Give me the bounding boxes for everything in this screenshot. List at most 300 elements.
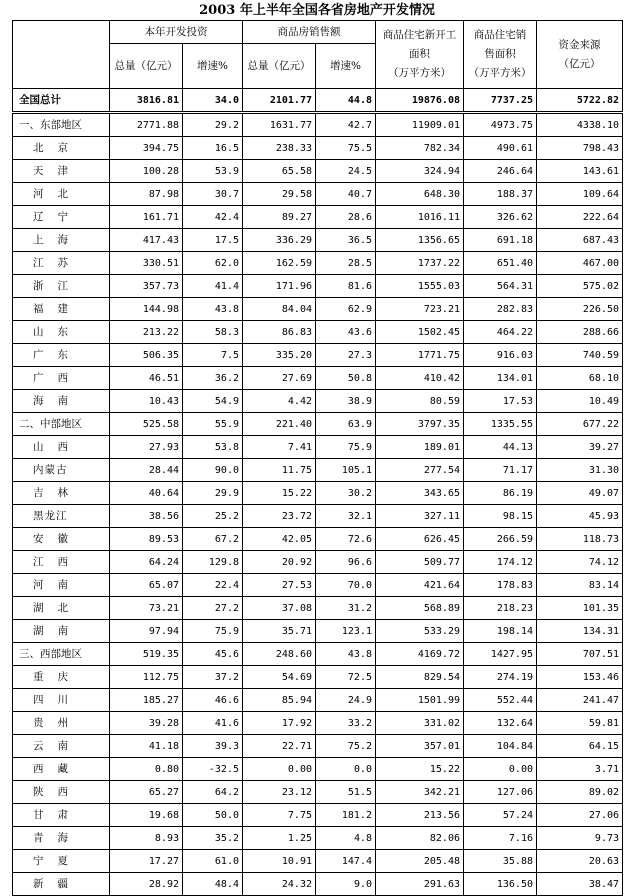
cell-investment-growth: 37.2 [183, 666, 243, 689]
header-investment: 本年开发投资 [110, 21, 243, 44]
cell-investment-growth: -32.5 [183, 758, 243, 781]
table-row [13, 344, 623, 367]
cell-new-starts: 15.22 [376, 758, 464, 781]
cell-investment-growth: 17.5 [183, 229, 243, 252]
cell-sales-growth: 40.7 [316, 183, 376, 206]
cell-sales-area: 326.62 [464, 206, 537, 229]
cell-name: 贵州 [13, 712, 110, 735]
cell-investment-total: 89.53 [110, 528, 183, 551]
cell-sales-area: 132.64 [464, 712, 537, 735]
cell-sales-growth: 72.5 [316, 666, 376, 689]
cell-new-starts: 277.54 [376, 459, 464, 482]
cell-sales-total: 89.27 [243, 206, 316, 229]
cell-sales-area: 188.37 [464, 183, 537, 206]
table-row [13, 689, 623, 712]
cell-investment-growth: 27.2 [183, 597, 243, 620]
cell-investment-growth: 46.6 [183, 689, 243, 712]
cell-name: 山西 [13, 436, 110, 459]
table-row [13, 804, 623, 827]
cell-name: 江西 [13, 551, 110, 574]
cell-sales-growth: 44.8 [316, 89, 376, 113]
cell-name: 黑龙江 [13, 505, 110, 528]
cell-sales-growth: 32.1 [316, 505, 376, 528]
table-row [13, 758, 623, 781]
cell-investment-growth: 41.6 [183, 712, 243, 735]
cell-investment-total: 525.58 [110, 413, 183, 436]
cell-sales-total: 54.69 [243, 666, 316, 689]
cell-sales-area: 691.18 [464, 229, 537, 252]
cell-sales-total: 335.20 [243, 344, 316, 367]
cell-name: 宁夏 [13, 850, 110, 873]
cell-name: 福建 [13, 298, 110, 321]
cell-funds: 39.27 [537, 436, 623, 459]
cell-sales-total: 11.75 [243, 459, 316, 482]
table-row [13, 735, 623, 758]
table-row [13, 390, 623, 413]
cell-sales-growth: 181.2 [316, 804, 376, 827]
cell-sales-area: 35.88 [464, 850, 537, 873]
cell-sales-total: 86.83 [243, 321, 316, 344]
table-row [13, 482, 623, 505]
cell-funds: 5722.82 [537, 89, 623, 113]
cell-investment-growth: 48.4 [183, 873, 243, 896]
cell-investment-total: 38.56 [110, 505, 183, 528]
cell-funds: 20.63 [537, 850, 623, 873]
header-sales-growth: 增速% [316, 44, 376, 89]
cell-investment-growth: 129.8 [183, 551, 243, 574]
cell-name: 西藏 [13, 758, 110, 781]
cell-investment-growth: 50.0 [183, 804, 243, 827]
cell-new-starts: 3797.35 [376, 413, 464, 436]
cell-investment-growth: 34.0 [183, 89, 243, 113]
cell-sales-area: 651.40 [464, 252, 537, 275]
cell-investment-growth: 53.8 [183, 436, 243, 459]
cell-sales-growth: 51.5 [316, 781, 376, 804]
cell-sales-area: 4973.75 [464, 113, 537, 137]
cell-sales-total: 29.58 [243, 183, 316, 206]
cell-new-starts: 82.06 [376, 827, 464, 850]
cell-investment-growth: 67.2 [183, 528, 243, 551]
cell-funds: 222.64 [537, 206, 623, 229]
cell-name: 甘肃 [13, 804, 110, 827]
cell-investment-growth: 62.0 [183, 252, 243, 275]
cell-investment-growth: 35.2 [183, 827, 243, 850]
cell-funds: 27.06 [537, 804, 623, 827]
cell-investment-total: 2771.88 [110, 113, 183, 137]
cell-sales-area: 134.01 [464, 367, 537, 390]
cell-investment-total: 28.92 [110, 873, 183, 896]
cell-sales-growth: 31.2 [316, 597, 376, 620]
cell-investment-total: 41.18 [110, 735, 183, 758]
cell-investment-total: 8.93 [110, 827, 183, 850]
cell-investment-growth: 29.2 [183, 113, 243, 137]
cell-name: 河南 [13, 574, 110, 597]
table-row [13, 413, 623, 436]
cell-new-starts: 1502.45 [376, 321, 464, 344]
cell-sales-total: 27.53 [243, 574, 316, 597]
cell-name: 河北 [13, 183, 110, 206]
cell-investment-total: 519.35 [110, 643, 183, 666]
table-row [13, 183, 623, 206]
cell-sales-area: 1335.55 [464, 413, 537, 436]
cell-funds: 740.59 [537, 344, 623, 367]
cell-new-starts: 213.56 [376, 804, 464, 827]
cell-sales-area: 1427.95 [464, 643, 537, 666]
cell-sales-total: 10.91 [243, 850, 316, 873]
cell-new-starts: 648.30 [376, 183, 464, 206]
header-sales-area-line2: 售面积 [484, 48, 516, 60]
cell-name: 广东 [13, 344, 110, 367]
cell-new-starts: 1771.75 [376, 344, 464, 367]
cell-sales-growth: 75.9 [316, 436, 376, 459]
cell-name: 辽宁 [13, 206, 110, 229]
cell-new-starts: 1555.03 [376, 275, 464, 298]
cell-sales-total: 20.92 [243, 551, 316, 574]
cell-investment-growth: 61.0 [183, 850, 243, 873]
cell-sales-growth: 38.9 [316, 390, 376, 413]
cell-sales-growth: 42.7 [316, 113, 376, 137]
header-sales-area-line3: （万平方米） [468, 67, 532, 79]
cell-investment-total: 417.43 [110, 229, 183, 252]
cell-sales-area: 198.14 [464, 620, 537, 643]
table-row [13, 321, 623, 344]
header-sales-total: 总量（亿元） [243, 44, 316, 89]
cell-funds: 64.15 [537, 735, 623, 758]
cell-sales-total: 23.72 [243, 505, 316, 528]
table-row [13, 275, 623, 298]
header-new-starts [376, 21, 464, 89]
cell-investment-growth: 53.9 [183, 160, 243, 183]
header-region [13, 21, 110, 89]
cell-sales-growth: 63.9 [316, 413, 376, 436]
table-row [13, 643, 623, 666]
cell-sales-growth: 81.6 [316, 275, 376, 298]
cell-funds: 109.64 [537, 183, 623, 206]
cell-investment-total: 506.35 [110, 344, 183, 367]
cell-new-starts: 723.21 [376, 298, 464, 321]
cell-new-starts: 19876.08 [376, 89, 464, 113]
cell-sales-growth: 72.6 [316, 528, 376, 551]
cell-new-starts: 327.11 [376, 505, 464, 528]
table-row [13, 873, 623, 896]
header-funds-line1: 资金来源 [558, 38, 601, 51]
cell-name: 上海 [13, 229, 110, 252]
table-title: 2003 年上半年全国各省房地产开发情况 [199, 3, 435, 18]
cell-sales-total: 1.25 [243, 827, 316, 850]
cell-sales-growth: 9.0 [316, 873, 376, 896]
cell-sales-area: 218.23 [464, 597, 537, 620]
cell-sales-area: 44.13 [464, 436, 537, 459]
cell-new-starts: 1501.99 [376, 689, 464, 712]
table-row [13, 781, 623, 804]
cell-funds: 153.46 [537, 666, 623, 689]
cell-funds: 9.73 [537, 827, 623, 850]
cell-name: 湖南 [13, 620, 110, 643]
cell-sales-area: 98.15 [464, 505, 537, 528]
cell-sales-growth: 123.1 [316, 620, 376, 643]
cell-sales-growth: 50.8 [316, 367, 376, 390]
cell-sales-total: 22.71 [243, 735, 316, 758]
cell-new-starts: 205.48 [376, 850, 464, 873]
cell-sales-total: 7.75 [243, 804, 316, 827]
cell-sales-area: 0.00 [464, 758, 537, 781]
cell-investment-growth: 43.8 [183, 298, 243, 321]
cell-investment-total: 357.73 [110, 275, 183, 298]
cell-new-starts: 189.01 [376, 436, 464, 459]
cell-sales-area: 552.44 [464, 689, 537, 712]
cell-funds: 38.47 [537, 873, 623, 896]
table-row [13, 367, 623, 390]
cell-funds: 226.50 [537, 298, 623, 321]
cell-funds: 89.02 [537, 781, 623, 804]
cell-name: 三、西部地区 [13, 643, 110, 666]
cell-sales-total: 65.58 [243, 160, 316, 183]
cell-investment-total: 19.68 [110, 804, 183, 827]
cell-investment-total: 185.27 [110, 689, 183, 712]
table-row [13, 206, 623, 229]
cell-sales-growth: 75.5 [316, 137, 376, 160]
cell-funds: 59.81 [537, 712, 623, 735]
cell-new-starts: 291.63 [376, 873, 464, 896]
cell-name: 湖北 [13, 597, 110, 620]
cell-funds: 83.14 [537, 574, 623, 597]
header-investment-total: 总量（亿元） [110, 44, 183, 89]
cell-new-starts: 421.64 [376, 574, 464, 597]
header-sales-area-line1: 商品住宅销 [473, 29, 527, 41]
cell-investment-growth: 41.4 [183, 275, 243, 298]
cell-funds: 143.61 [537, 160, 623, 183]
cell-name: 广西 [13, 367, 110, 390]
header-new-starts-line1: 商品住宅新开工 [382, 29, 457, 41]
cell-investment-total: 28.44 [110, 459, 183, 482]
cell-name: 新疆 [13, 873, 110, 896]
table-row [13, 827, 623, 850]
cell-sales-area: 7.16 [464, 827, 537, 850]
cell-investment-total: 161.71 [110, 206, 183, 229]
cell-sales-total: 162.59 [243, 252, 316, 275]
cell-sales-area: 564.31 [464, 275, 537, 298]
table-row [13, 436, 623, 459]
cell-investment-total: 65.07 [110, 574, 183, 597]
cell-funds: 74.12 [537, 551, 623, 574]
cell-funds: 707.51 [537, 643, 623, 666]
cell-new-starts: 626.45 [376, 528, 464, 551]
cell-name: 北京 [13, 137, 110, 160]
cell-name: 江苏 [13, 252, 110, 275]
cell-sales-growth: 24.5 [316, 160, 376, 183]
cell-funds: 45.93 [537, 505, 623, 528]
cell-investment-total: 64.24 [110, 551, 183, 574]
cell-sales-area: 7737.25 [464, 89, 537, 113]
cell-sales-area: 490.61 [464, 137, 537, 160]
cell-new-starts: 11909.01 [376, 113, 464, 137]
cell-funds: 68.10 [537, 367, 623, 390]
cell-sales-growth: 147.4 [316, 850, 376, 873]
cell-investment-total: 87.98 [110, 183, 183, 206]
header-sales-area [464, 21, 537, 89]
cell-new-starts: 342.21 [376, 781, 464, 804]
cell-sales-total: 84.04 [243, 298, 316, 321]
cell-sales-total: 85.94 [243, 689, 316, 712]
cell-sales-area: 916.03 [464, 344, 537, 367]
cell-sales-total: 0.00 [243, 758, 316, 781]
cell-name: 四川 [13, 689, 110, 712]
cell-sales-growth: 24.9 [316, 689, 376, 712]
header-investment-growth: 增速% [183, 44, 243, 89]
cell-sales-growth: 43.6 [316, 321, 376, 344]
table-row [13, 160, 623, 183]
cell-investment-total: 0.80 [110, 758, 183, 781]
cell-sales-total: 37.08 [243, 597, 316, 620]
cell-name: 一、东部地区 [13, 113, 110, 137]
cell-funds: 3.71 [537, 758, 623, 781]
cell-sales-area: 174.12 [464, 551, 537, 574]
cell-funds: 798.43 [537, 137, 623, 160]
table-row [13, 666, 623, 689]
cell-sales-total: 221.40 [243, 413, 316, 436]
cell-sales-total: 4.42 [243, 390, 316, 413]
cell-new-starts: 324.94 [376, 160, 464, 183]
cell-name: 内蒙古 [13, 459, 110, 482]
cell-funds: 467.00 [537, 252, 623, 275]
cell-new-starts: 782.34 [376, 137, 464, 160]
cell-funds: 31.30 [537, 459, 623, 482]
table-row [13, 137, 623, 160]
cell-sales-area: 86.19 [464, 482, 537, 505]
table-row [13, 551, 623, 574]
cell-new-starts: 410.42 [376, 367, 464, 390]
cell-investment-total: 100.28 [110, 160, 183, 183]
cell-sales-growth: 62.9 [316, 298, 376, 321]
cell-sales-growth: 43.8 [316, 643, 376, 666]
cell-name: 安徽 [13, 528, 110, 551]
cell-funds: 134.31 [537, 620, 623, 643]
cell-investment-growth: 29.9 [183, 482, 243, 505]
cell-name: 二、中部地区 [13, 413, 110, 436]
table-row [13, 505, 623, 528]
cell-new-starts: 4169.72 [376, 643, 464, 666]
cell-sales-total: 336.29 [243, 229, 316, 252]
cell-investment-growth: 54.9 [183, 390, 243, 413]
cell-sales-growth: 96.6 [316, 551, 376, 574]
cell-sales-total: 23.12 [243, 781, 316, 804]
cell-name: 重庆 [13, 666, 110, 689]
table-row [13, 298, 623, 321]
cell-investment-growth: 39.3 [183, 735, 243, 758]
table-row [13, 113, 623, 137]
cell-sales-area: 104.84 [464, 735, 537, 758]
cell-investment-total: 144.98 [110, 298, 183, 321]
cell-investment-total: 65.27 [110, 781, 183, 804]
cell-sales-growth: 0.0 [316, 758, 376, 781]
cell-sales-area: 127.06 [464, 781, 537, 804]
table-row [13, 89, 623, 113]
cell-investment-growth: 16.5 [183, 137, 243, 160]
cell-sales-total: 238.33 [243, 137, 316, 160]
cell-name: 天津 [13, 160, 110, 183]
cell-sales-growth: 33.2 [316, 712, 376, 735]
table-row [13, 850, 623, 873]
cell-sales-total: 27.69 [243, 367, 316, 390]
cell-name: 山东 [13, 321, 110, 344]
cell-sales-area: 246.64 [464, 160, 537, 183]
cell-name: 陕西 [13, 781, 110, 804]
table-row [13, 229, 623, 252]
cell-sales-total: 7.41 [243, 436, 316, 459]
header-funds [537, 21, 623, 89]
cell-investment-total: 394.75 [110, 137, 183, 160]
cell-sales-total: 24.32 [243, 873, 316, 896]
cell-investment-total: 97.94 [110, 620, 183, 643]
cell-sales-area: 274.19 [464, 666, 537, 689]
cell-sales-growth: 105.1 [316, 459, 376, 482]
cell-funds: 241.47 [537, 689, 623, 712]
cell-investment-growth: 45.6 [183, 643, 243, 666]
cell-investment-total: 3816.81 [110, 89, 183, 113]
cell-sales-area: 464.22 [464, 321, 537, 344]
cell-name: 全国总计 [13, 89, 110, 113]
cell-sales-total: 35.71 [243, 620, 316, 643]
cell-investment-total: 112.75 [110, 666, 183, 689]
cell-funds: 118.73 [537, 528, 623, 551]
cell-sales-growth: 28.5 [316, 252, 376, 275]
cell-new-starts: 1356.65 [376, 229, 464, 252]
cell-investment-growth: 90.0 [183, 459, 243, 482]
cell-sales-growth: 28.6 [316, 206, 376, 229]
table-row [13, 712, 623, 735]
cell-sales-total: 1631.77 [243, 113, 316, 137]
cell-sales-area: 178.83 [464, 574, 537, 597]
cell-sales-area: 17.53 [464, 390, 537, 413]
cell-investment-growth: 7.5 [183, 344, 243, 367]
cell-new-starts: 829.54 [376, 666, 464, 689]
cell-funds: 575.02 [537, 275, 623, 298]
cell-investment-growth: 55.9 [183, 413, 243, 436]
cell-investment-growth: 58.3 [183, 321, 243, 344]
cell-sales-area: 71.17 [464, 459, 537, 482]
cell-investment-total: 17.27 [110, 850, 183, 873]
table-row [13, 597, 623, 620]
cell-new-starts: 357.01 [376, 735, 464, 758]
cell-sales-total: 42.05 [243, 528, 316, 551]
cell-investment-total: 213.22 [110, 321, 183, 344]
cell-investment-total: 330.51 [110, 252, 183, 275]
cell-investment-total: 27.93 [110, 436, 183, 459]
table-row [13, 574, 623, 597]
cell-sales-growth: 4.8 [316, 827, 376, 850]
cell-name: 云南 [13, 735, 110, 758]
cell-investment-total: 39.28 [110, 712, 183, 735]
cell-funds: 101.35 [537, 597, 623, 620]
cell-sales-total: 171.96 [243, 275, 316, 298]
cell-name: 海南 [13, 390, 110, 413]
cell-investment-total: 10.43 [110, 390, 183, 413]
table-row [13, 252, 623, 275]
real-estate-table [12, 20, 623, 896]
cell-name: 青海 [13, 827, 110, 850]
cell-investment-growth: 36.2 [183, 367, 243, 390]
cell-new-starts: 1737.22 [376, 252, 464, 275]
table-row [13, 528, 623, 551]
cell-sales-total: 248.60 [243, 643, 316, 666]
cell-name: 浙江 [13, 275, 110, 298]
header-new-starts-line3: （万平方米） [388, 67, 451, 79]
cell-funds: 10.49 [537, 390, 623, 413]
cell-sales-total: 15.22 [243, 482, 316, 505]
cell-investment-growth: 22.4 [183, 574, 243, 597]
cell-name: 吉林 [13, 482, 110, 505]
cell-investment-growth: 42.4 [183, 206, 243, 229]
